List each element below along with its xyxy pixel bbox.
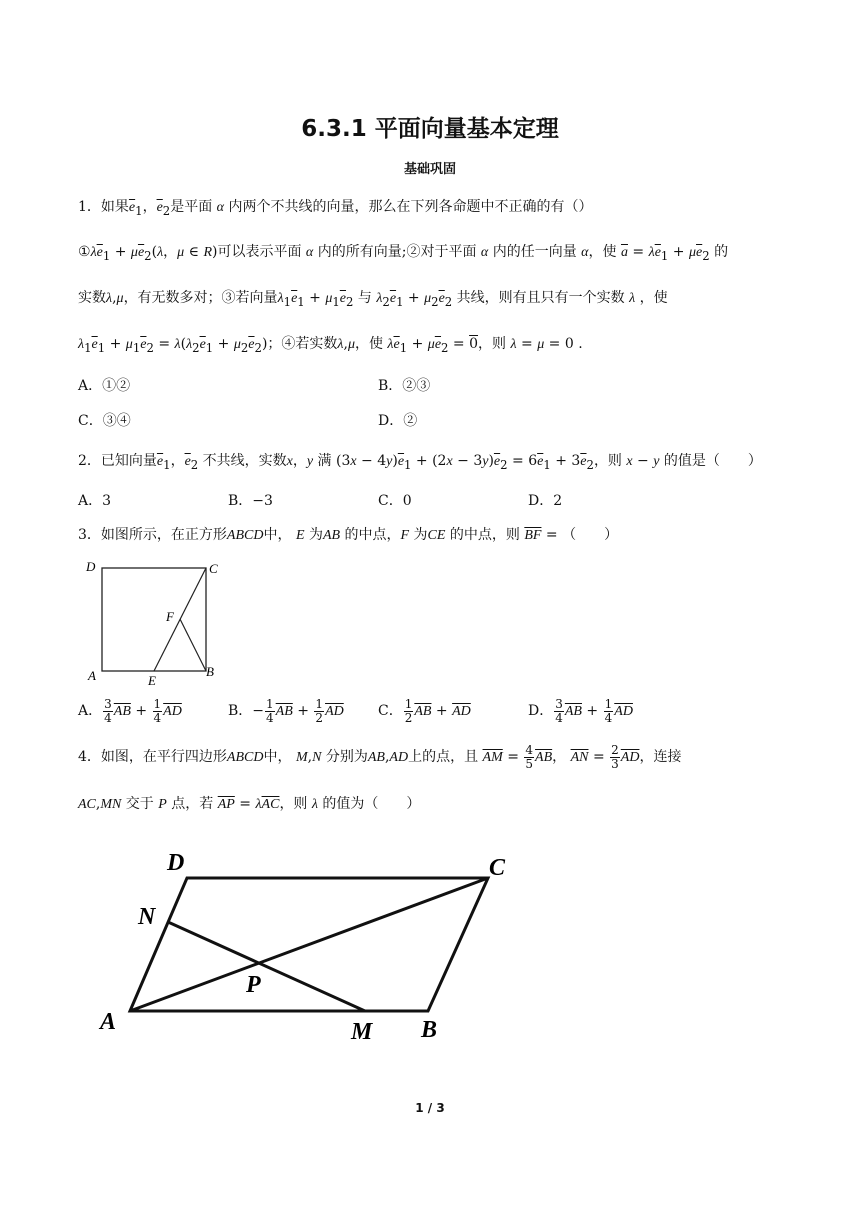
q1-line3: 实数λ,μ，有无数多对；③若向量$\lambda_1\overline{e}_1 + \mu_1\overline{e}_2$ 与 $\lambda_2\overline{e}_1 + \mu_2\overline{e}_2$ 共线，则有且只有一个实数 λ ，使	[78, 290, 668, 309]
q1-option-b: B．②③	[378, 378, 431, 394]
q4-stem: 4．如图，在平行四边形ABCD中， M,N 分别为AB,AD上的点，且 $\overline{AM}$ = $\frac{4}{5}$ $\overline{AB}$， $\overline{AN}$ = $\frac{2}{3}$ $\overline{AD}$，连接	[78, 742, 682, 771]
segment-ac	[130, 878, 488, 1011]
q3-option-d: D． $\frac{3}{4}$ $\overline{AB}$ + $\frac{1}{4}$ $\overline{AD}$	[528, 696, 633, 725]
q1-option-a: A．①②	[78, 378, 131, 394]
page-title: 6.3.1 平面向量基本定理	[301, 116, 559, 142]
q1-line4: $\lambda_1\overline{e}_1 + \mu_1\overline{e}_2 = \lambda(\lambda_2\overline{e}_1 + \mu_2\overline{e}_2)$；④若实数λ,μ，使 $\lambda\overline{e}_1 + \mu\overline{e}_2 = 0$，则 λ = μ = 0 .	[78, 336, 583, 355]
label-c: C	[209, 561, 218, 576]
q1-option-c: C．③④	[78, 413, 131, 429]
label-d: D	[86, 559, 96, 574]
q3-option-a: A． $\frac{3}{4}$ $\overline{AB}$ + $\frac{1}{4}$ $\overline{AD}$	[78, 696, 182, 725]
q1-option-d: D．②	[378, 413, 418, 429]
q3-option-c: C． $\frac{1}{2}$ $\overline{AB} + \overline{AD}$	[378, 696, 471, 725]
q3-square-figure	[80, 558, 220, 686]
q4-parallelogram-figure	[95, 840, 525, 1050]
q4-line2: AC,MN 交于 P 点，若 $\overline{AP} = \lambda\overline{AC}$，则 λ 的值为（ ）	[78, 796, 421, 812]
label-f: F	[166, 609, 174, 624]
label-m: M	[351, 1019, 373, 1045]
label-b: B	[206, 664, 214, 679]
label-p: P	[246, 972, 261, 998]
label-d: D	[167, 850, 185, 876]
label-n: N	[138, 904, 156, 930]
q3-option-b: B．− $\frac{1}{4}$ $\overline{AB}$ + $\frac{1}{2}$ $\overline{AD}$	[228, 696, 344, 725]
q2-option-d: D．2	[528, 493, 563, 509]
label-c: C	[489, 855, 506, 881]
label-e: E	[148, 673, 156, 686]
q2-option-b: B．−3	[228, 493, 273, 509]
page-indicator: 1 / 3	[415, 1101, 445, 1115]
square-abcd	[102, 568, 206, 671]
q2-option-c: C．0	[378, 493, 412, 509]
q3-stem: 3．如图所示，在正方形ABCD中， E 为AB 的中点，F 为CE 的中点，则 $\overline{BF}$ = （ ）	[78, 527, 619, 543]
q1-line2: $①\lambda\overline{e}_1 + \mu\overline{e}_2(\lambda$，μ ∈ R)可以表示平面 α 内的所有向量;②对于平面 α 内的任一向量 α，使 $\overline{a} = \lambda\overline{e}_1 + \mu\overline{e}_2$ 的	[78, 244, 729, 263]
label-b: B	[421, 1017, 438, 1043]
q2-option-a: A．3	[78, 493, 112, 509]
section-subtitle: 基础巩固	[403, 162, 456, 177]
label-a: A	[100, 1009, 117, 1035]
segment-fb	[180, 619, 206, 671]
label-a: A	[88, 668, 96, 683]
q1-stem: 1．如果$\overline{e}_1$，$\overline{e}_2$是平面 α 内两个不共线的向量，那么在下列各命题中不正确的有（）	[78, 199, 593, 218]
q2-stem: 2．已知向量$\overline{e}_1$，$\overline{e}_2$ 不共线，实数x，y 满 $(3x - 4y)\overline{e}_1 + (2x - 3y)\overline{e}_2 = 6\overline{e}_1 + 3\overline{e}_2$，则 x − y 的值是（ ）	[78, 453, 762, 472]
